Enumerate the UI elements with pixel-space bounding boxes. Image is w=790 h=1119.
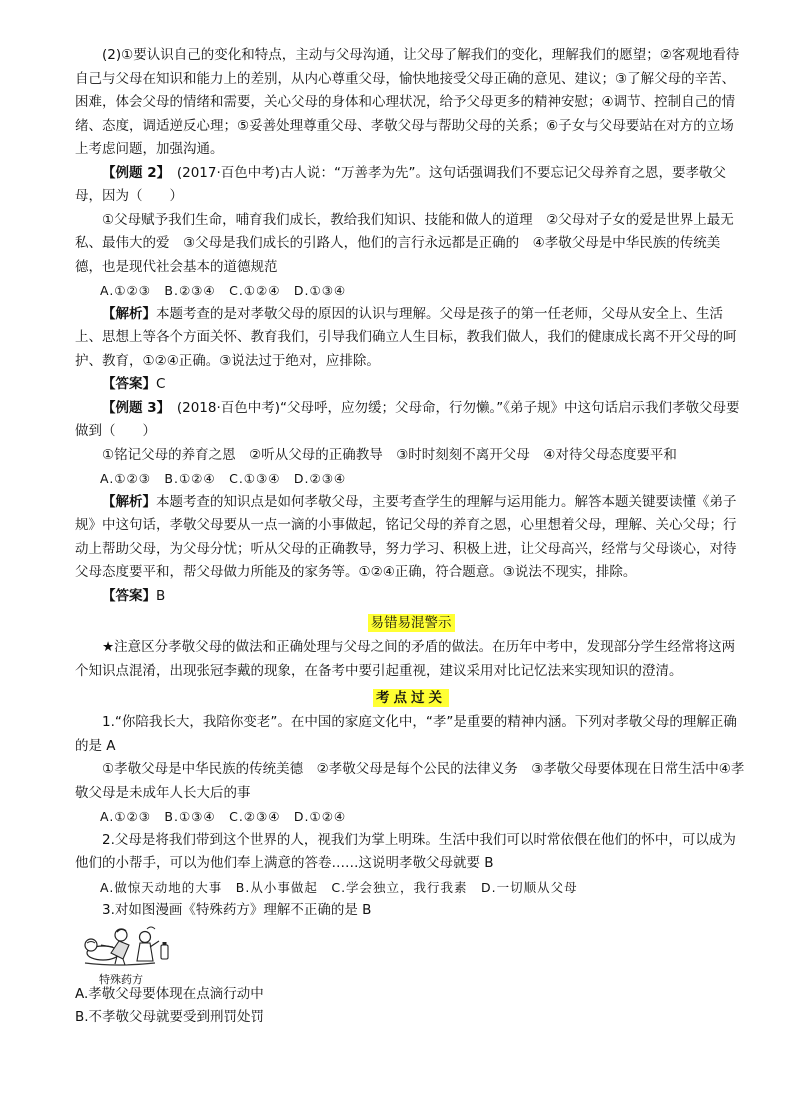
question-1-statements: ①孝敬父母是中华民族的传统美德 ②孝敬父母是每个公民的法律义务 ③孝敬父母要体现在日常生活中④孝敬父母是未成年人长大后的事 (75, 761, 745, 801)
example3-analysis (75, 491, 747, 585)
example3-question-text: (2018·百色中考)“父母呼，应勿缓；父母命，行勿懒。”《弟子规》中这句话启示我们孝敬父母要做到（ ） (75, 399, 740, 439)
question-2: 2.父母是将我们带到这个世界的人，视我们为掌上明珠。生活中我们可以时常依偎在他们的怀中，可以成为他们的小帮手，可以为他们奉上满意的答卷……这说明孝敬父母就要 B (75, 831, 736, 871)
example2-label: 【例题 2】 (102, 164, 164, 181)
example3-label: 【例题 3】 (102, 399, 164, 416)
cartoon-special-prescription (77, 923, 197, 986)
example3-answer (75, 585, 747, 609)
example3-options: A.①②③ B.①②④ C.①③④ D.②③④ (100, 471, 347, 486)
example2-answer (75, 373, 747, 397)
example2-answer-label: 【答案】 (102, 376, 156, 392)
cartoon-illustration-icon (77, 923, 197, 969)
warning-section-title (75, 611, 747, 634)
example2-statements: ①父母赋予我们生命，哺育我们成长，教给我们知识、技能和做人的道理 ②父母对子女的爱是世界上最无私、最伟大的爱 ③父母是我们成长的引路人，他们的言行永远都是正确的 ④孝敬父母是中华民族的传统美德，也是现代社会基本的道德规范 (75, 211, 734, 275)
example3-statements: ①铭记父母的养育之恩 ②听从父母的正确教导 ③时时刻刻不离开父母 ④对待父母态度要平和 (102, 446, 677, 463)
example3-answer-label: 【答案】 (102, 587, 156, 604)
example2-options: A.①②③ B.②③④ C.①②④ D.①③④ (100, 283, 347, 298)
example3-answer-value: B (156, 587, 166, 604)
question-3: 3.对如图漫画《特殊药方》理解不正确的是 B (102, 902, 372, 918)
question-1: 1.“你陪我长大，我陪你变老”。在中国的家庭文化中，“孝”是重要的精神内涵。下列对孝敬父母的理解正确的是 A (75, 714, 737, 754)
example2-question (75, 162, 747, 209)
example3-analysis-label: 【解析】 (102, 493, 156, 510)
question-3-option-a: A.孝敬父母要体现在点滴行动中 (75, 985, 264, 1002)
example2-analysis-text: 本题考查的是对孝敬父母的原因的认识与理解。父母是孩子的第一任老师，父母从安全上、生活上、思想上等各个方面关怀、教育我们，引导我们确立人生目标，教我们做人，我们的健康成长离不开父母的呵护、教育，①②④正确。③说法过于绝对，应排除。 (75, 305, 737, 369)
practice-section-title (75, 686, 747, 709)
example2-answer-value: C (156, 376, 166, 392)
warning-title-text: 易错易混警示 (368, 614, 455, 632)
example2-analysis (75, 303, 747, 374)
figure-caption: 特殊药方 (99, 972, 143, 986)
example3-analysis-text: 本题考查的知识点是如何孝敬父母，主要考查学生的理解与运用能力。解答本题关键要读懂《弟子规》中这句话，孝敬父母要从一点一滴的小事做起，铭记父母的养育之恩，心里想着父母，理解、关心父母；行动上帮助父母，为父母分忧；听从父母的正确教导，努力学习、积极上进，让父母高兴，经常与父母谈心，对待父母态度要平和，帮父母做力所能及的家务等。①②④正确，符合题意。③说法不现实，排除。 (75, 493, 737, 580)
example2-analysis-label: 【解析】 (102, 305, 156, 322)
example3-question (75, 397, 747, 444)
question-2-options: A.做惊天动地的大事 B.从小事做起 C.学会独立，我行我素 D.一切顺从父母 (100, 879, 578, 895)
intro-paragraph: (2)①要认识自己的变化和特点，主动与父母沟通，让父母了解我们的变化，理解我们的愿望；②客观地看待自己与父母在知识和能力上的差别，从内心尊重父母，愉快地接受父母正确的意见、建议；③了解父母的辛苦、困难，体会父母的情绪和需要，关心父母的身体和心理状况，给予父母更多的精神安慰；④调节、控制自己的情绪、态度，调适逆反心理；⑤妥善处理尊重父母、孝敬父母与帮助父母的关系；⑥子女与父母要站在对方的立场上考虑问题，加强沟通。 (75, 47, 740, 157)
question-3-option-b: B.不孝敬父母就要受到刑罚处罚 (75, 1009, 265, 1025)
example2-question-text: (2017·百色中考)古人说：“万善孝为先”。这句话强调我们不要忘记父母养育之恩，要孝敬父母，因为（ ） (75, 164, 727, 204)
question-1-options: A.①②③ B.①③④ C.②③④ D.①②④ (100, 809, 347, 824)
practice-title-text: 考点过关 (373, 689, 449, 707)
document-page (75, 44, 747, 1030)
warning-text: ★注意区分孝敬父母的做法和正确处理与父母之间的矛盾的做法。在历年中考中，发现部分学生经常将这两个知识点混淆，出现张冠李戴的现象，在备考中要引起重视，建议采用对比记忆法来实现知识的澄清。 (75, 639, 736, 679)
